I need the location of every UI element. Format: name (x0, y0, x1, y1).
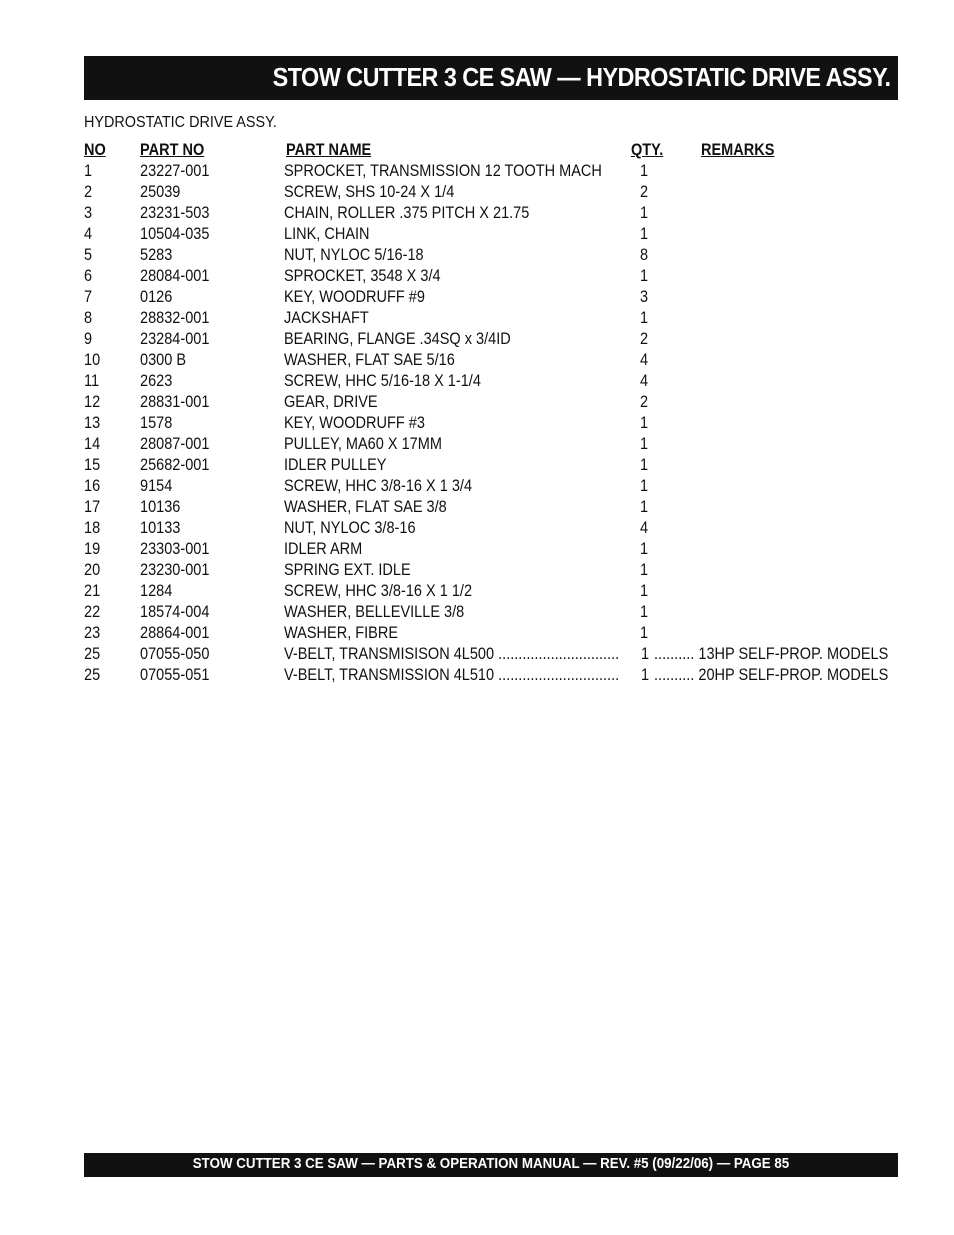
cell-qty: 1 (640, 225, 649, 243)
cell-part-no: 1578 (140, 414, 173, 432)
cell-part-name: SCREW, HHC 5/16-18 X 1-1/4 (284, 372, 481, 390)
cell-no: 14 (84, 435, 101, 453)
cell-part-no: 2623 (140, 372, 173, 390)
table-row (84, 581, 898, 602)
table-row (84, 392, 898, 413)
cell-part-name: WASHER, FLAT SAE 3/8 (284, 498, 447, 516)
table-row (84, 161, 898, 182)
table-row (84, 266, 898, 287)
column-header-qty: QTY. (631, 141, 664, 159)
cell-qty: 1 (640, 204, 649, 222)
cell-part-name: JACKSHAFT (284, 309, 369, 327)
table-row (84, 287, 898, 308)
column-header-part-no: PART NO (140, 141, 205, 159)
table-row (84, 518, 898, 539)
cell-part-name: PULLEY, MA60 X 17MM (284, 435, 442, 453)
cell-qty: 1 (640, 603, 649, 621)
cell-no: 22 (84, 603, 101, 621)
cell-part-no: 23284-001 (140, 330, 210, 348)
cell-no: 19 (84, 540, 101, 558)
cell-part-name: SPRING EXT. IDLE (284, 561, 411, 579)
cell-no: 20 (84, 561, 101, 579)
cell-part-name: V-BELT, TRANSMISISON 4L500 .............................. (284, 645, 620, 663)
cell-part-name: SCREW, HHC 3/8-16 X 1 1/2 (284, 582, 473, 600)
cell-qty: 1 (640, 435, 649, 453)
cell-no: 6 (84, 267, 93, 285)
parts-table (84, 140, 898, 686)
cell-part-name: WASHER, FIBRE (284, 624, 399, 642)
cell-qty: 1 (640, 414, 649, 432)
cell-no: 5 (84, 246, 93, 264)
cell-part-name: BEARING, FLANGE .34SQ x 3/4ID (284, 330, 511, 348)
cell-no: 2 (84, 183, 93, 201)
cell-no: 18 (84, 519, 101, 537)
table-row (84, 413, 898, 434)
page-header (84, 56, 898, 100)
cell-qty: 1 (640, 456, 649, 474)
cell-no: 16 (84, 477, 101, 495)
table-row (84, 329, 898, 350)
cell-part-no: 28087-001 (140, 435, 210, 453)
table-row (84, 665, 898, 686)
table-row (84, 224, 898, 245)
cell-no: 17 (84, 498, 101, 516)
cell-no: 3 (84, 204, 93, 222)
cell-part-name: NUT, NYLOC 5/16-18 (284, 246, 424, 264)
cell-part-no: 0126 (140, 288, 173, 306)
cell-part-name: IDLER PULLEY (284, 456, 387, 474)
cell-part-no: 23231-503 (140, 204, 210, 222)
table-row (84, 539, 898, 560)
cell-qty: 1 (640, 582, 649, 600)
cell-no: 25 (84, 666, 101, 684)
cell-part-no: 28864-001 (140, 624, 210, 642)
table-row (84, 560, 898, 581)
cell-part-name: IDLER ARM (284, 540, 363, 558)
table-row (84, 644, 898, 665)
cell-no: 21 (84, 582, 101, 600)
table-row (84, 182, 898, 203)
cell-part-no: 23227-001 (140, 162, 210, 180)
table-row (84, 203, 898, 224)
cell-part-no: 10136 (140, 498, 181, 516)
table-row (84, 371, 898, 392)
cell-qty: 1 (640, 540, 649, 558)
table-row (84, 434, 898, 455)
cell-part-name: KEY, WOODRUFF #3 (284, 414, 425, 432)
cell-part-no: 18574-004 (140, 603, 210, 621)
cell-part-name: SPROCKET, TRANSMISSION 12 TOOTH MACH (284, 162, 602, 180)
cell-no: 23 (84, 624, 101, 642)
cell-part-no: 5283 (140, 246, 173, 264)
cell-qty: 2 (640, 183, 649, 201)
cell-no: 4 (84, 225, 93, 243)
cell-qty: 1 (641, 666, 650, 684)
column-header-no: NO (84, 141, 106, 159)
cell-part-no: 07055-051 (140, 666, 210, 684)
cell-part-name: CHAIN, ROLLER .375 PITCH X 21.75 (284, 204, 530, 222)
cell-no: 15 (84, 456, 101, 474)
cell-part-name: SPROCKET, 3548 X 3/4 (284, 267, 441, 285)
cell-qty: 1 (640, 498, 649, 516)
table-row (84, 350, 898, 371)
cell-part-name: SCREW, HHC 3/8-16 X 1 3/4 (284, 477, 473, 495)
cell-remarks: .......... 13HP SELF-PROP. MODELS (654, 645, 889, 663)
cell-qty: 1 (640, 162, 649, 180)
cell-part-no: 10504-035 (140, 225, 210, 243)
cell-part-name: LINK, CHAIN (284, 225, 370, 243)
table-row (84, 455, 898, 476)
cell-part-no: 28831-001 (140, 393, 210, 411)
cell-part-name: GEAR, DRIVE (284, 393, 378, 411)
cell-qty: 1 (640, 477, 649, 495)
cell-qty: 1 (641, 645, 650, 663)
cell-qty: 4 (640, 372, 649, 390)
cell-qty: 2 (640, 393, 649, 411)
cell-qty: 3 (640, 288, 649, 306)
cell-part-no: 25039 (140, 183, 181, 201)
cell-part-no: 9154 (140, 477, 173, 495)
cell-part-no: 25682-001 (140, 456, 210, 474)
table-body (84, 161, 898, 686)
table-header-row (84, 140, 898, 161)
cell-qty: 4 (640, 351, 649, 369)
cell-part-name: WASHER, FLAT SAE 5/16 (284, 351, 455, 369)
cell-no: 12 (84, 393, 101, 411)
cell-qty: 1 (640, 624, 649, 642)
cell-part-no: 07055-050 (140, 645, 210, 663)
cell-qty: 1 (640, 267, 649, 285)
cell-part-no: 0300 B (140, 351, 187, 369)
cell-part-no: 23303-001 (140, 540, 210, 558)
cell-part-no: 1284 (140, 582, 173, 600)
cell-qty: 4 (640, 519, 649, 537)
cell-part-no: 28832-001 (140, 309, 210, 327)
page-title: STOW CUTTER 3 CE SAW — HYDROSTATIC DRIVE ASSY. (272, 62, 890, 92)
cell-part-name: NUT, NYLOC 3/8-16 (284, 519, 416, 537)
table-row (84, 623, 898, 644)
cell-part-name: SCREW, SHS 10-24 X 1/4 (284, 183, 455, 201)
cell-no: 1 (84, 162, 93, 180)
cell-qty: 1 (640, 309, 649, 327)
table-row (84, 308, 898, 329)
cell-qty: 8 (640, 246, 649, 264)
table-row (84, 497, 898, 518)
cell-no: 8 (84, 309, 93, 327)
cell-part-no: 23230-001 (140, 561, 210, 579)
cell-part-no: 28084-001 (140, 267, 210, 285)
footer-text: STOW CUTTER 3 CE SAW — PARTS & OPERATION MANUAL — REV. #5 (09/22/06) — PAGE 85 (192, 1156, 790, 1172)
cell-part-no: 10133 (140, 519, 181, 537)
cell-no: 25 (84, 645, 101, 663)
cell-part-name: KEY, WOODRUFF #9 (284, 288, 425, 306)
cell-no: 13 (84, 414, 101, 432)
cell-part-name: V-BELT, TRANSMISSION 4L510 .............................. (284, 666, 620, 684)
cell-part-name: WASHER, BELLEVILLE 3/8 (284, 603, 465, 621)
cell-no: 10 (84, 351, 101, 369)
cell-no: 9 (84, 330, 93, 348)
cell-no: 11 (84, 372, 100, 390)
cell-qty: 1 (640, 561, 649, 579)
column-header-part-name: PART NAME (286, 141, 372, 159)
cell-no: 7 (84, 288, 93, 306)
table-row (84, 602, 898, 623)
page-footer (84, 1153, 898, 1177)
table-row (84, 476, 898, 497)
cell-remarks: .......... 20HP SELF-PROP. MODELS (654, 666, 889, 684)
section-title: HYDROSTATIC DRIVE ASSY. (84, 114, 277, 131)
table-row (84, 245, 898, 266)
cell-qty: 2 (640, 330, 649, 348)
column-header-remarks: REMARKS (701, 141, 775, 159)
